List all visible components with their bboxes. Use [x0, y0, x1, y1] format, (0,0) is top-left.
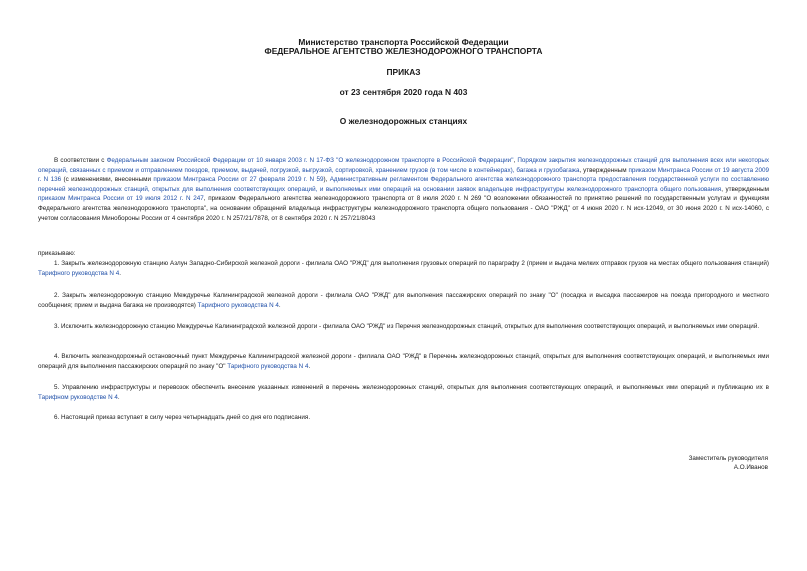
- item-text: 2. Закрыть железнодорожную станцию Междуречье Калининградской железной дороги - филиала ОАО "РЖД" для выполнения пассажирских операций по знаку "О" (посадка и высадка пассажиров на поезда пригородного и местного сообщения; прием и выдача багажа не производятся): [38, 292, 769, 309]
- item-text: .: [119, 269, 121, 277]
- item-text: 1. Закрыть железнодорожную станцию Азлун Западно-Сибирской железной дороги - филиала ОАО "РЖД" для выполнения грузовых операций по параграфу 2 (прием и выдача мелких отправок грузов на местах общего пользования станций): [54, 260, 769, 267]
- preamble-text: ),: [323, 176, 330, 184]
- preamble-text: , приказом Федерального агентства железнодорожного транспорта от 8 июля 2020 г. N 269 "О возложении обязанностей по принятию решений по государственным услугам и функциям Федерального агентства железнодорожного транспорта", на основании обращений владельца инфраструктуры железнодорожного транспорта общего пользования - ОАО "РЖД" от 4 июня 2020 г. N исх-12049, от 30 июня 2020 г. N исх-14060, с учетом согласования Минобороны России от 4 сентября 2020 г. N 257/21/7878, от 8 сентября 2020 г. N 257/21/8043: [38, 195, 769, 222]
- order-item-4: [38, 352, 769, 371]
- signatory-name: А.О.Иванов: [733, 464, 768, 471]
- item-text: 4. Включить железнодорожный остановочный пункт Междуречье Калининградской железной дороги - филиала ОАО "РЖД" в Перечень железнодорожных станций, открытых для выполнения соответствующих операций, и выполняемых ими операций для выполнения пассажирских операций по знаку "О": [38, 353, 769, 370]
- item-text: .: [308, 362, 311, 370]
- doc-subject: О железнодорожных станциях: [339, 116, 468, 126]
- item-text: .: [278, 301, 281, 309]
- order-keyword: приказываю:: [38, 250, 76, 257]
- preamble-text: , утвержденным: [721, 185, 769, 193]
- order-59-link[interactable]: приказом Минтранса России от 27 февраля 2019 г. N 59: [153, 176, 324, 184]
- tariff-guide-link[interactable]: Тарифном руководстве N 4: [38, 393, 118, 401]
- admin-regulation-link[interactable]: Административным регламентом Федерального агентства железнодорожного транспорта предоставления государственной услуги по составлению перечней железнодорожных станций, открытых для выполнения соответствующих операций, и выполняемых ими операций на основании заявок владельцев инфраструктуры железнодорожного транспорта общего пользования: [38, 176, 769, 193]
- signatory-position: Заместитель руководителя: [688, 455, 768, 462]
- order-136-link[interactable]: приказом Минтранса России от 19 августа 2009 г. N 136: [38, 166, 769, 184]
- preamble-text: В соответствии с: [54, 157, 107, 164]
- tariff-guide-link[interactable]: Тарифного руководства N 4: [197, 301, 279, 309]
- ministry-title: Министерство транспорта Российской Федерации: [298, 37, 509, 47]
- closure-procedure-link[interactable]: Порядком закрытия железнодорожных станций для выполнения всех или некоторых операций, связанных с приемом и отправлением поездов, приемом, выдачей, погрузкой, выгрузкой, сортировкой, хранением грузов (в том числе в контейнерах), багажа и грузобагажа: [38, 157, 769, 174]
- agency-title: ФЕДЕРАЛЬНОЕ АГЕНТСТВО ЖЕЛЕЗНОДОРОЖНОГО ТРАНСПОРТА: [264, 46, 543, 56]
- tariff-guide-link[interactable]: Тарифного руководства N 4: [38, 269, 120, 277]
- tariff-guide-link[interactable]: Тарифного руководства N 4: [227, 362, 309, 370]
- item-text: .: [117, 393, 120, 401]
- order-item-5: [38, 383, 769, 402]
- doc-type: ПРИКАЗ: [386, 67, 421, 77]
- preamble-text: (с изменениями, внесенными: [61, 176, 154, 184]
- doc-date-number: от 23 сентября 2020 года N 403: [339, 87, 468, 97]
- preamble-paragraph: [38, 156, 769, 223]
- preamble-text: , утвержденным: [579, 166, 629, 174]
- order-item-6: 6. Настоящий приказ вступает в силу через четырнадцать дней со дня его подписания.: [54, 414, 311, 421]
- order-item-3: 3. Исключить железнодорожную станцию Междуречье Калининградской железной дороги - филиала ОАО "РЖД" из Перечня железнодорожных станций, открытых для выполнения соответствующих операций, и выполняемых ими операций.: [54, 323, 760, 330]
- preamble-text: ,: [513, 157, 518, 164]
- item-text: 5. Управлению инфраструктуры и перевозок обеспечить внесение указанных изменений в перечень железнодорожных станций, открытых для выполнения соответствующих операций, и выполняемых ими операций и публикацию их в: [54, 384, 769, 391]
- order-item-2: [38, 291, 769, 310]
- order-247-link[interactable]: приказом Минтранса России от 19 июля 2012 г. N 247: [38, 195, 204, 203]
- order-item-1: [38, 259, 769, 278]
- federal-law-link[interactable]: Федеральным законом Российской Федерации от 10 января 2003 г. N 17-ФЗ "О железнодорожном транспорте в Российской Федерации": [106, 157, 514, 164]
